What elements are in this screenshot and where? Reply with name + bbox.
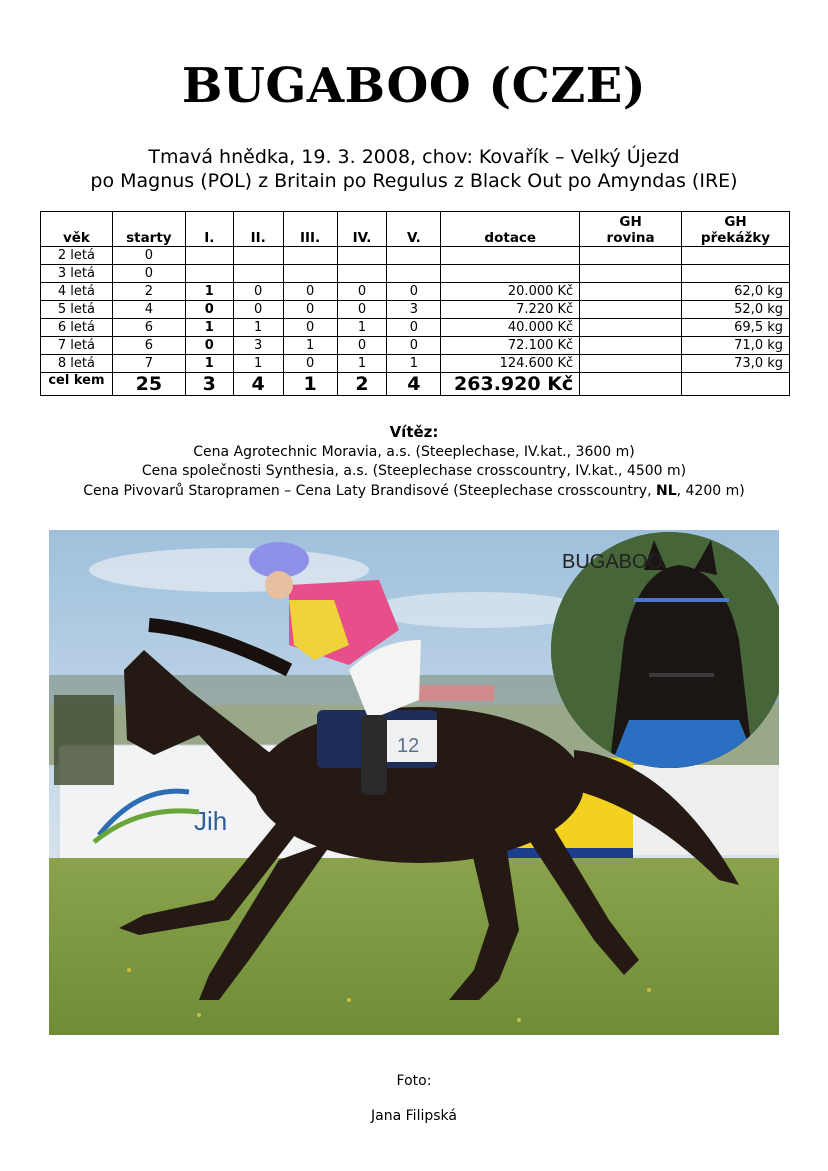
winner-item: Cena společnosti Synthesia, a.s. (Steeplechase crosscountry, IV.kat., 4500 m) — [141, 463, 687, 479]
table-cell-starts: 4 — [112, 301, 185, 319]
total-second: 4 — [233, 373, 283, 396]
table-row — [41, 247, 790, 265]
table-cell-starts: 2 — [112, 283, 185, 301]
table-cell-p5: 0 — [387, 319, 441, 337]
table-cell-p1: 0 — [185, 337, 233, 355]
table-cell-prize: 72.100 Kč — [441, 337, 580, 355]
col-age: věk — [41, 212, 113, 247]
table-cell-p5: 0 — [387, 283, 441, 301]
photo-credit-name: Jana Filipská — [371, 1108, 457, 1124]
table-cell-p4: 1 — [337, 319, 387, 337]
winner-item: Cena Agrotechnic Moravia, a.s. (Steeplechase, IV.kat., 3600 m) — [193, 443, 635, 460]
photo-credit-label: Foto: — [396, 1073, 432, 1089]
table-row — [41, 283, 790, 301]
table-cell-gh-flat — [580, 337, 682, 355]
table-cell-gh-flat — [580, 283, 682, 301]
table-cell-p2: 1 — [233, 319, 283, 337]
table-cell-age: 3 letá — [41, 265, 113, 283]
total-fourth: 2 — [337, 373, 387, 396]
table-cell-age: 4 letá — [41, 283, 113, 301]
col-fifth: V. — [387, 212, 441, 247]
table-cell-starts: 7 — [112, 355, 185, 373]
table-cell-gh-jump — [682, 247, 790, 265]
total-third: 1 — [283, 373, 337, 396]
col-third: III. — [283, 212, 337, 247]
table-cell-p3: 0 — [283, 301, 337, 319]
table-row — [41, 265, 790, 283]
total-first: 3 — [185, 373, 233, 396]
table-cell-prize: 7.220 Kč — [441, 301, 580, 319]
col-second: II. — [233, 212, 283, 247]
table-cell-p3: 0 — [283, 355, 337, 373]
table-cell-gh-flat — [580, 319, 682, 337]
table-cell-age: 8 letá — [41, 355, 113, 373]
total-gh-jump — [682, 373, 790, 396]
table-cell-p4: 0 — [337, 301, 387, 319]
col-gh-jump — [682, 212, 790, 247]
table-row — [41, 355, 790, 373]
table-cell-gh-flat — [580, 301, 682, 319]
winner-item-text: Cena Pivovarů Staropramen – Cena Laty Brandisové (Steeplechase crosscountry, — [83, 482, 656, 499]
horse-title: BUGABOO (CZE) — [181, 58, 647, 114]
table-cell-p3 — [283, 265, 337, 283]
table-cell-age: 5 letá — [41, 301, 113, 319]
table-cell-p4: 0 — [337, 337, 387, 355]
table-cell-p5 — [387, 265, 441, 283]
table-cell-p2: 3 — [233, 337, 283, 355]
total-starts: 25 — [112, 373, 185, 396]
table-cell-p2: 0 — [233, 283, 283, 301]
col-gh-flat-top: GH — [619, 214, 642, 230]
total-label: cel kem — [41, 373, 113, 396]
table-row — [41, 319, 790, 337]
saddle-number: 12 — [397, 735, 420, 757]
inset-label: BUGABOO — [562, 551, 664, 573]
table-row — [41, 337, 790, 355]
table-cell-age: 7 letá — [41, 337, 113, 355]
table-cell-prize: 124.600 Kč — [441, 355, 580, 373]
table-total-row — [41, 373, 790, 396]
total-fifth: 4 — [387, 373, 441, 396]
table-cell-prize — [441, 247, 580, 265]
table-cell-p4: 1 — [337, 355, 387, 373]
table-cell-age: 6 letá — [41, 319, 113, 337]
horse-photo-illustration — [49, 530, 779, 1035]
table-cell-p2: 1 — [233, 355, 283, 373]
table-cell-p2 — [233, 247, 283, 265]
table-cell-p5: 0 — [387, 337, 441, 355]
table-cell-p5: 1 — [387, 355, 441, 373]
horse-pedigree: po Magnus (POL) z Britain po Regulus z Black Out po Amyndas (IRE) — [90, 170, 738, 192]
table-header-row — [41, 212, 790, 247]
table-cell-gh-jump: 69,5 kg — [682, 319, 790, 337]
banner-text: Jih — [194, 806, 228, 836]
table-cell-p1: 1 — [185, 319, 233, 337]
table-cell-gh-flat — [580, 247, 682, 265]
table-cell-gh-jump: 62,0 kg — [682, 283, 790, 301]
table-cell-gh-jump — [682, 265, 790, 283]
col-prize: dotace — [441, 212, 580, 247]
table-cell-p4 — [337, 247, 387, 265]
table-cell-p1 — [185, 265, 233, 283]
table-cell-prize: 20.000 Kč — [441, 283, 580, 301]
table-cell-prize — [441, 265, 580, 283]
table-cell-starts: 6 — [112, 319, 185, 337]
table-cell-starts: 6 — [112, 337, 185, 355]
winners-section — [0, 423, 828, 501]
col-first: I. — [185, 212, 233, 247]
total-prize: 263.920 Kč — [441, 373, 580, 396]
winner-item-text-end: , 4200 m) — [676, 482, 745, 499]
race-statistics-table — [40, 211, 790, 396]
col-fourth: IV. — [337, 212, 387, 247]
table-cell-prize: 40.000 Kč — [441, 319, 580, 337]
col-gh-flat — [580, 212, 682, 247]
col-starts: starty — [112, 212, 185, 247]
horse-description: Tmavá hnědka, 19. 3. 2008, chov: Kovařík – Velký Újezd — [148, 146, 680, 168]
table-cell-p5 — [387, 247, 441, 265]
winner-item — [0, 482, 828, 502]
table-cell-gh-jump: 52,0 kg — [682, 301, 790, 319]
table-cell-p2 — [233, 265, 283, 283]
table-cell-p1: 0 — [185, 301, 233, 319]
horse-photo — [49, 530, 779, 1035]
winner-item-bold: NL — [655, 482, 677, 499]
table-cell-gh-flat — [580, 355, 682, 373]
col-gh-flat-bottom: rovina — [606, 230, 655, 246]
table-cell-gh-flat — [580, 265, 682, 283]
table-cell-gh-jump: 73,0 kg — [682, 355, 790, 373]
table-row — [41, 301, 790, 319]
table-cell-p1 — [185, 247, 233, 265]
table-cell-p4 — [337, 265, 387, 283]
table-cell-p2: 0 — [233, 301, 283, 319]
table-cell-p4: 0 — [337, 283, 387, 301]
table-cell-age: 2 letá — [41, 247, 113, 265]
table-cell-p1: 1 — [185, 283, 233, 301]
total-gh-flat — [580, 373, 682, 396]
table-cell-p3: 1 — [283, 337, 337, 355]
table-cell-p3 — [283, 247, 337, 265]
table-cell-starts: 0 — [112, 265, 185, 283]
table-cell-p1: 1 — [185, 355, 233, 373]
winners-heading: Vítěz: — [389, 423, 439, 441]
table-cell-p5: 3 — [387, 301, 441, 319]
col-gh-jump-top: GH — [724, 214, 747, 230]
table-cell-gh-jump: 71,0 kg — [682, 337, 790, 355]
table-cell-p3: 0 — [283, 319, 337, 337]
table-cell-starts: 0 — [112, 247, 185, 265]
col-gh-jump-bottom: překážky — [700, 230, 771, 246]
table-cell-p3: 0 — [283, 283, 337, 301]
